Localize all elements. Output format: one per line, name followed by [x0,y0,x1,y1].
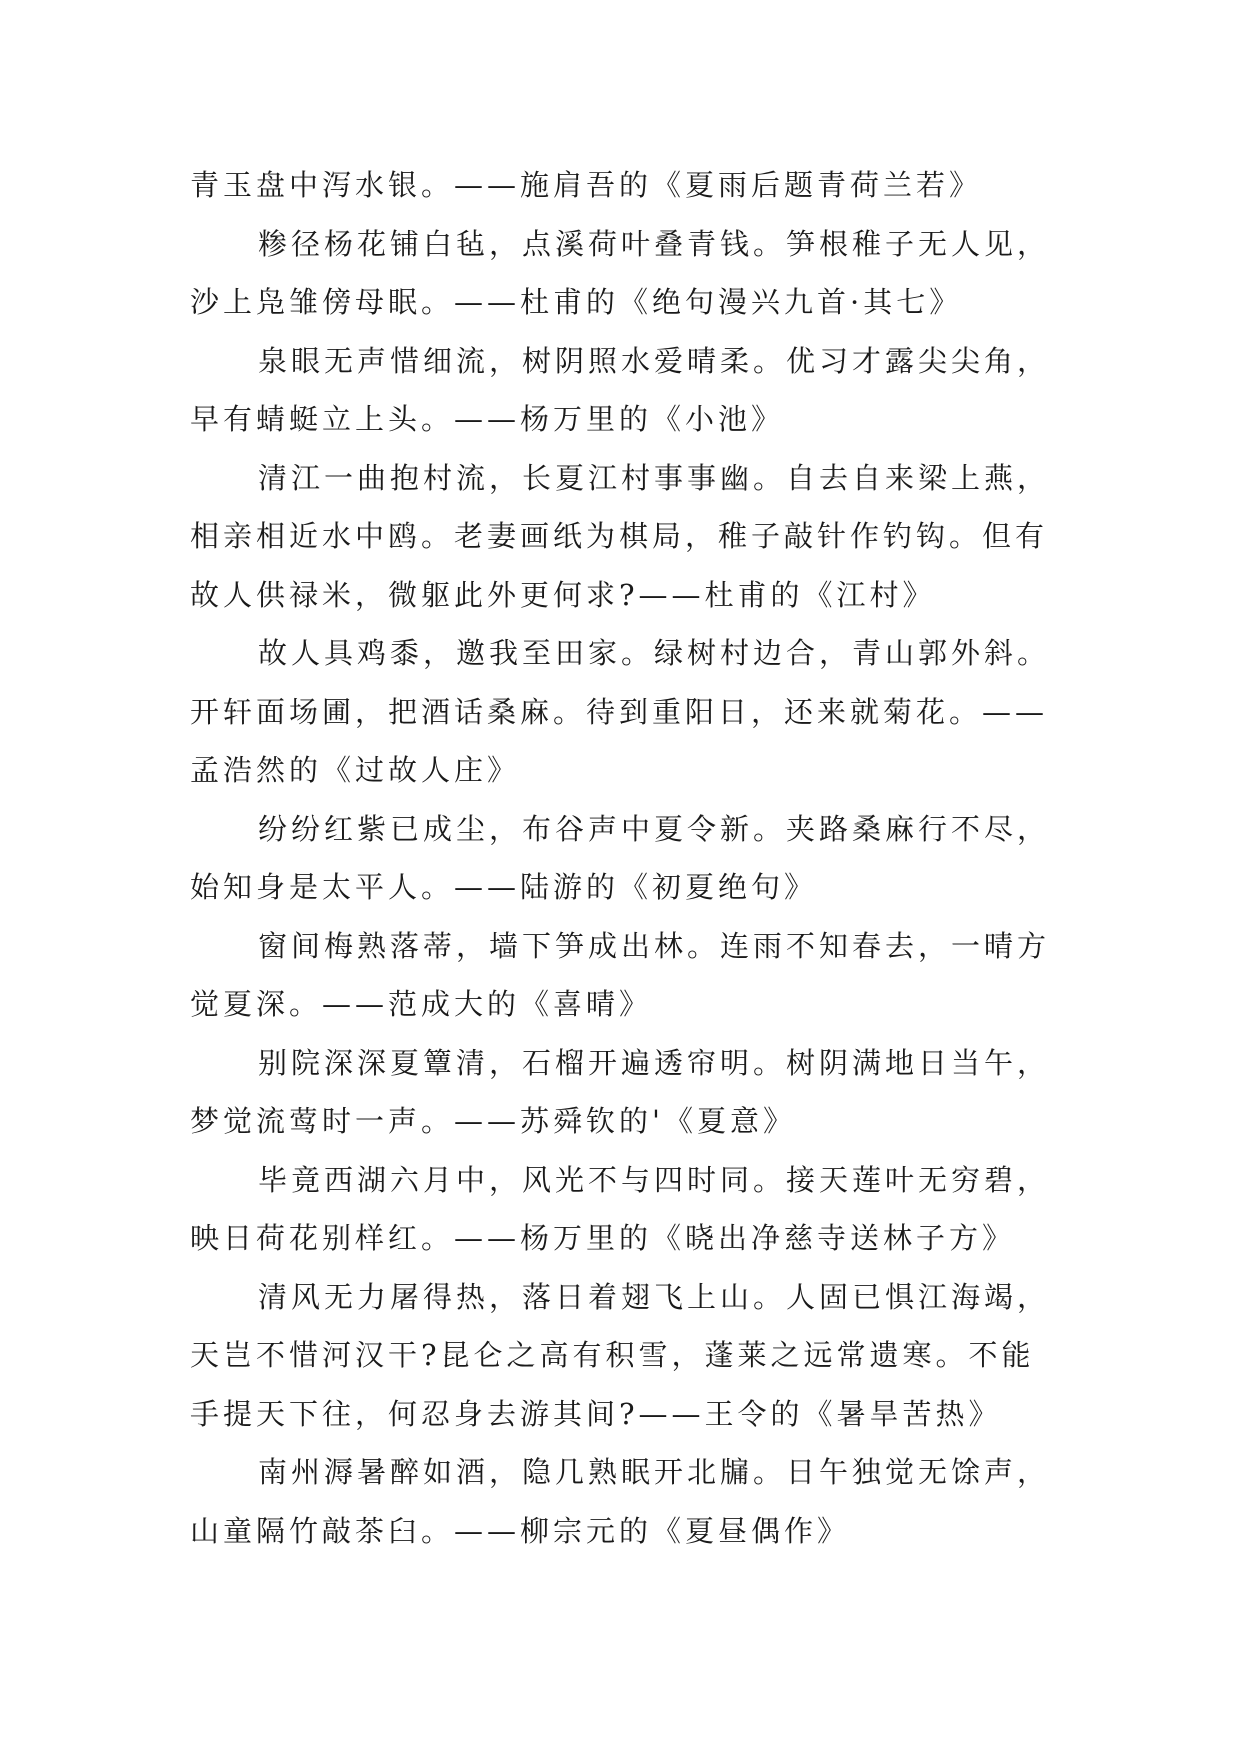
text-line: 窗间梅熟落蒂，墙下笋成出林。连雨不知春去，一晴方 [258,928,1051,963]
text-line: 清风无力屠得热，落日着翅飞上山。人固已惧江海竭， [258,1279,1051,1314]
text-line: 泉眼无声惜细流，树阴照水爱晴柔。优习才露尖尖角， [258,343,1051,378]
text-line: 早有蜻蜓立上头。——杨万里的《小池》 [190,402,785,436]
text-line: 纷纷红紫已成尘，布谷声中夏令新。夹路桑麻行不尽， [258,811,1051,846]
text-line: 始知身是太平人。——陆游的《初夏绝句》 [190,870,818,904]
text-line: 山童隔竹敲茶臼。——柳宗元的《夏昼偶作》 [190,1513,851,1548]
text-line: 糁径杨花铺白毡，点溪荷叶叠青钱。笋根稚子无人见， [258,226,1051,261]
text-line: 故人具鸡黍，邀我至田家。绿树村边合，青山郭外斜。 [258,636,1051,670]
text-line: 孟浩然的《过故人庄》 [190,753,521,787]
text-line: 天岂不惜河汉干?昆仑之高有积雪，蓬莱之远常遗寒。不能 [190,1338,1035,1372]
text-line: 别院深深夏簟清，石榴开遍透帘明。树阴满地日当午， [258,1045,1051,1080]
text-line: 手提天下往，何忍身去游其间?——王令的《暑旱苦热》 [190,1396,1002,1431]
text-line: 映日荷花别样红。——杨万里的《晓出净慈寺送林子方》 [190,1221,1016,1255]
text-line: 南州溽暑醉如酒，隐几熟眠开北牖。日午独觉无馀声， [258,1455,1051,1489]
text-line: 觉夏深。——范成大的《喜晴》 [190,987,653,1021]
poem-text-block [190,156,1070,1560]
text-line: 青玉盘中泻水银。——施肩吾的《夏雨后题青荷兰若》 [190,168,983,202]
text-line: 相亲相近水中鸥。老妻画纸为棋局，稚子敲针作钓钩。但有 [190,519,1049,553]
text-line: 开轩面场圃，把酒话桑麻。待到重阳日，还来就菊花。—— [190,694,1049,729]
text-line: 故人供禄米，微躯此外更何求?——杜甫的《江村》 [190,577,936,612]
text-line: 清江一曲抱村流，长夏江村事事幽。自去自来梁上燕， [258,460,1051,495]
text-line: 毕竟西湖六月中，风光不与四时同。接天莲叶无穷碧， [258,1162,1051,1197]
text-line: 梦觉流莺时一声。——苏舜钦的'《夏意》 [190,1104,796,1138]
text-line: 沙上凫雏傍母眠。——杜甫的《绝句漫兴九首·其七》 [190,285,963,319]
